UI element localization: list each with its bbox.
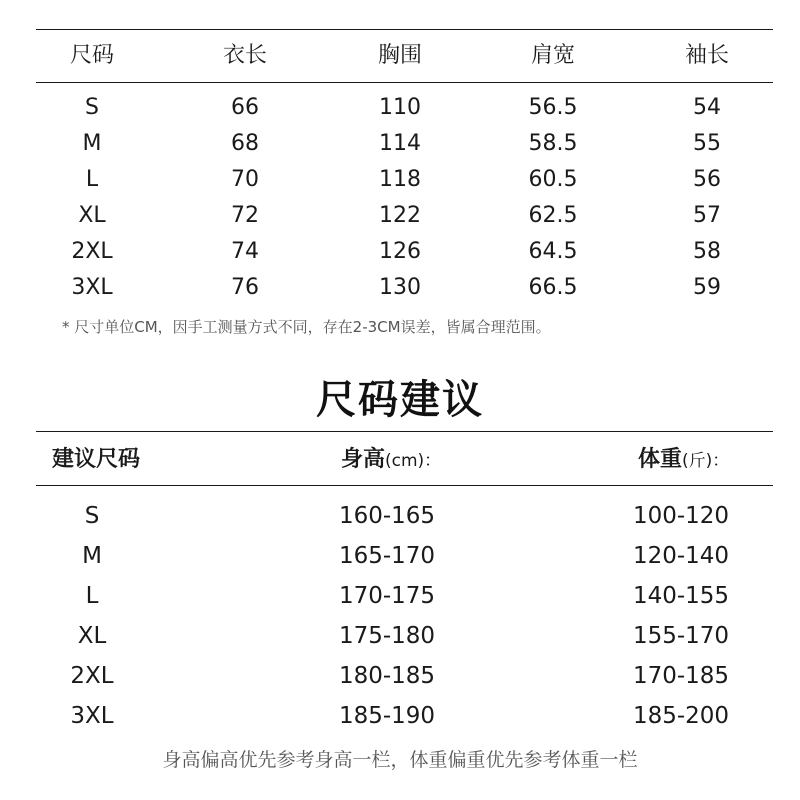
cell-chest: 130 xyxy=(379,275,421,300)
header-height xyxy=(341,449,441,471)
cell-weight-range: 170-185 xyxy=(632,663,730,689)
cell-length: 68 xyxy=(231,131,259,156)
cell-sleeve: 55 xyxy=(693,131,721,156)
cell-height-range: 170-175 xyxy=(338,583,436,609)
cell-sleeve: 59 xyxy=(693,275,721,300)
cell-chest: 110 xyxy=(379,95,421,120)
header-weight xyxy=(638,449,729,471)
cell-chest: 114 xyxy=(379,131,421,156)
cell-sleeve: 56 xyxy=(693,167,721,192)
table-header-rule xyxy=(36,82,773,83)
cell-length: 76 xyxy=(231,275,259,300)
cell-size: 2XL xyxy=(71,239,113,264)
recommendation-title: 尺码建议 xyxy=(316,377,484,423)
cell-weight-range: 100-120 xyxy=(632,503,730,529)
cell-length: 70 xyxy=(231,167,259,192)
cell-weight-range: 120-140 xyxy=(632,543,730,569)
cell-shoulder: 64.5 xyxy=(528,239,578,264)
measurement-note: * 尺寸单位CM，因手工测量方式不同，存在2-3CM误差，皆属合理范围。 xyxy=(62,318,551,336)
cell-height-range: 165-170 xyxy=(338,543,436,569)
cell-recommended-size: M xyxy=(82,543,102,569)
cell-shoulder: 58.5 xyxy=(528,131,578,156)
cell-sleeve: 54 xyxy=(693,95,721,120)
cell-weight-range: 185-200 xyxy=(632,703,730,729)
recommendation-header-rule xyxy=(36,485,773,486)
cell-recommended-size: L xyxy=(85,583,99,609)
cell-height-range: 160-165 xyxy=(338,503,436,529)
cell-weight-range: 140-155 xyxy=(632,583,730,609)
table-top-rule xyxy=(36,29,773,30)
cell-recommended-size: XL xyxy=(77,623,107,649)
cell-shoulder: 62.5 xyxy=(528,203,578,228)
header-shoulder: 肩宽 xyxy=(530,43,576,68)
cell-length: 74 xyxy=(231,239,259,264)
recommendation-top-rule xyxy=(36,431,773,432)
cell-recommended-size: 2XL xyxy=(70,663,114,689)
cell-sleeve: 58 xyxy=(693,239,721,264)
cell-length: 72 xyxy=(231,203,259,228)
cell-sleeve: 57 xyxy=(693,203,721,228)
header-chest: 胸围 xyxy=(377,43,423,68)
cell-weight-range: 155-170 xyxy=(632,623,730,649)
cell-shoulder: 56.5 xyxy=(528,95,578,120)
cell-size: M xyxy=(82,131,102,156)
header-height-label: 身高 xyxy=(341,447,386,472)
recommendation-footer: 身高偏高优先参考身高一栏，体重偏重优先参考体重一栏 xyxy=(162,749,638,771)
cell-length: 66 xyxy=(231,95,259,120)
cell-chest: 122 xyxy=(379,203,421,228)
cell-size: S xyxy=(85,95,99,120)
cell-shoulder: 60.5 xyxy=(528,167,578,192)
cell-shoulder: 66.5 xyxy=(528,275,578,300)
cell-chest: 126 xyxy=(379,239,421,264)
header-sleeve: 袖长 xyxy=(684,43,730,68)
header-weight-label: 体重 xyxy=(638,447,683,472)
cell-height-range: 185-190 xyxy=(338,703,436,729)
cell-recommended-size: S xyxy=(84,503,100,529)
cell-chest: 118 xyxy=(379,167,421,192)
header-size: 尺码 xyxy=(69,43,115,68)
header-recommended-size: 建议尺码 xyxy=(52,447,141,472)
header-weight-unit: (斤)： xyxy=(682,451,730,471)
cell-height-range: 180-185 xyxy=(338,663,436,689)
cell-size: L xyxy=(85,167,99,192)
cell-size: 3XL xyxy=(71,275,113,300)
cell-height-range: 175-180 xyxy=(338,623,436,649)
header-length: 衣长 xyxy=(222,43,268,68)
cell-recommended-size: 3XL xyxy=(70,703,114,729)
cell-size: XL xyxy=(78,203,106,228)
header-height-unit: (cm)： xyxy=(385,451,442,471)
